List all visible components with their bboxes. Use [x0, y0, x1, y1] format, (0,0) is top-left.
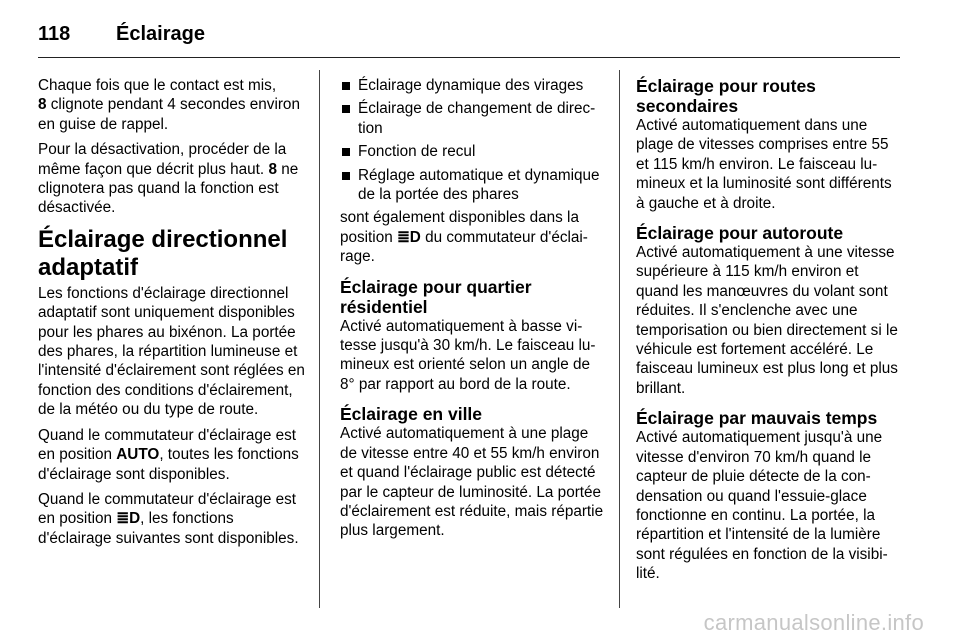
page-title: Éclairage [116, 23, 205, 45]
heading-secondary-roads: Éclairage pour routes secondaires [636, 76, 816, 116]
paragraph-motorway: Activé automatiquement à une vitesse supérieure à 115 km/h environ et quand les manœuvres du volant sont réduites. Il s'enclenche avec une temporisation ou bien directement si le véhicule est fortement accéléré. Le faisceau lumineux est plus long et plus brillant. [636, 244, 898, 397]
list-item: Réglage automatique et dynamique de la portée des phares [340, 166, 608, 205]
page-header [38, 14, 960, 54]
low-beam-icon: ≣D [116, 510, 141, 528]
paragraph-auto-position: Quand le commutateur d'éclairage est en position AUTO, toutes les fonctions d'éclairage sont disponibles. [38, 426, 299, 483]
page-number: 118 [38, 23, 71, 45]
list-item: Fonction de recul [340, 142, 608, 161]
paragraph-adaptive-intro: Les fonctions d'éclairage directionnel adaptatif sont uniquement disponibles pour les phares au bixénon. La portée des phares, la répartition lumineuse et l'intensité d'éclairement sont réglées en fonction des conditions d'éclairement, de la météo ou du type de route. [38, 284, 305, 419]
function-list [340, 76, 608, 204]
paragraph-secondary-roads: Activé automatiquement dans une plage de vitesses comprises entre 55 et 115 km/h environ. Le faisceau lumineux et la luminosité sont différents à gauche et à droite. [636, 117, 892, 212]
column-3 [636, 76, 904, 590]
column-divider-1 [319, 70, 320, 608]
section-heading-adaptive: Éclairage directionnel adaptatif [38, 225, 288, 281]
column-divider-2 [619, 70, 620, 608]
heading-city: Éclairage en ville [340, 404, 483, 425]
paragraph-residential: Activé automatiquement à basse vitesse jusqu'à 30 km/h. Le faisceau lumineux est orienté selon un angle de 8° par rapport au bord de la route. [340, 317, 596, 393]
heading-residential: Éclairage pour quartier résidentiel [340, 276, 532, 317]
watermark-text: carmanualsonline.info [703, 610, 924, 635]
afl-indicator-icon: 8 [38, 96, 47, 114]
column-1 [38, 76, 306, 554]
paragraph-bad-weather: Activé automatiquement jusqu'à une vitesse d'environ 70 km/h quand le capteur de pluie détecte de la condensation ou quand l'essuie-glace fonctionne en continu. La portée, la répartition et l'intensité de la lumière sont régulées en fonction de la visibilité. [636, 429, 888, 583]
afl-indicator-icon: 8 [268, 160, 277, 178]
header-rule [38, 57, 900, 58]
paragraph-reminder: Chaque fois que le contact est mis, 8 clignote pendant 4 secondes environ en guise de rappel. [38, 77, 300, 133]
paragraph-also-available: sont également disponibles dans la position ≣D du commutateur d'éclairage. [340, 209, 588, 266]
auto-label: AUTO [116, 446, 160, 464]
low-beam-icon: ≣D [396, 228, 421, 246]
list-item: Éclairage dynamique des virages [340, 76, 608, 95]
column-2 [340, 76, 608, 547]
list-item: Éclairage de changement de direction [340, 99, 608, 138]
heading-bad-weather: Éclairage par mauvais temps [636, 408, 878, 429]
paragraph-deactivation: Pour la désactivation, procéder de la même façon que décrit plus haut. 8 ne clignotera pas quand la fonction est désactivée. [38, 141, 299, 217]
paragraph-city: Activé automatiquement à une plage de vitesse entre 40 et 55 km/h environ et quand l'éclairage public est détecté par le capteur de luminosité. La portée d'éclairement est réduite, mais répartie plus largement. [340, 425, 604, 540]
paragraph-lowbeam-position: Quand le commutateur d'éclairage est en position ≣D, les fonctions d'éclairage suivantes sont disponibles. [38, 490, 299, 547]
heading-motorway: Éclairage pour autoroute [636, 223, 844, 244]
